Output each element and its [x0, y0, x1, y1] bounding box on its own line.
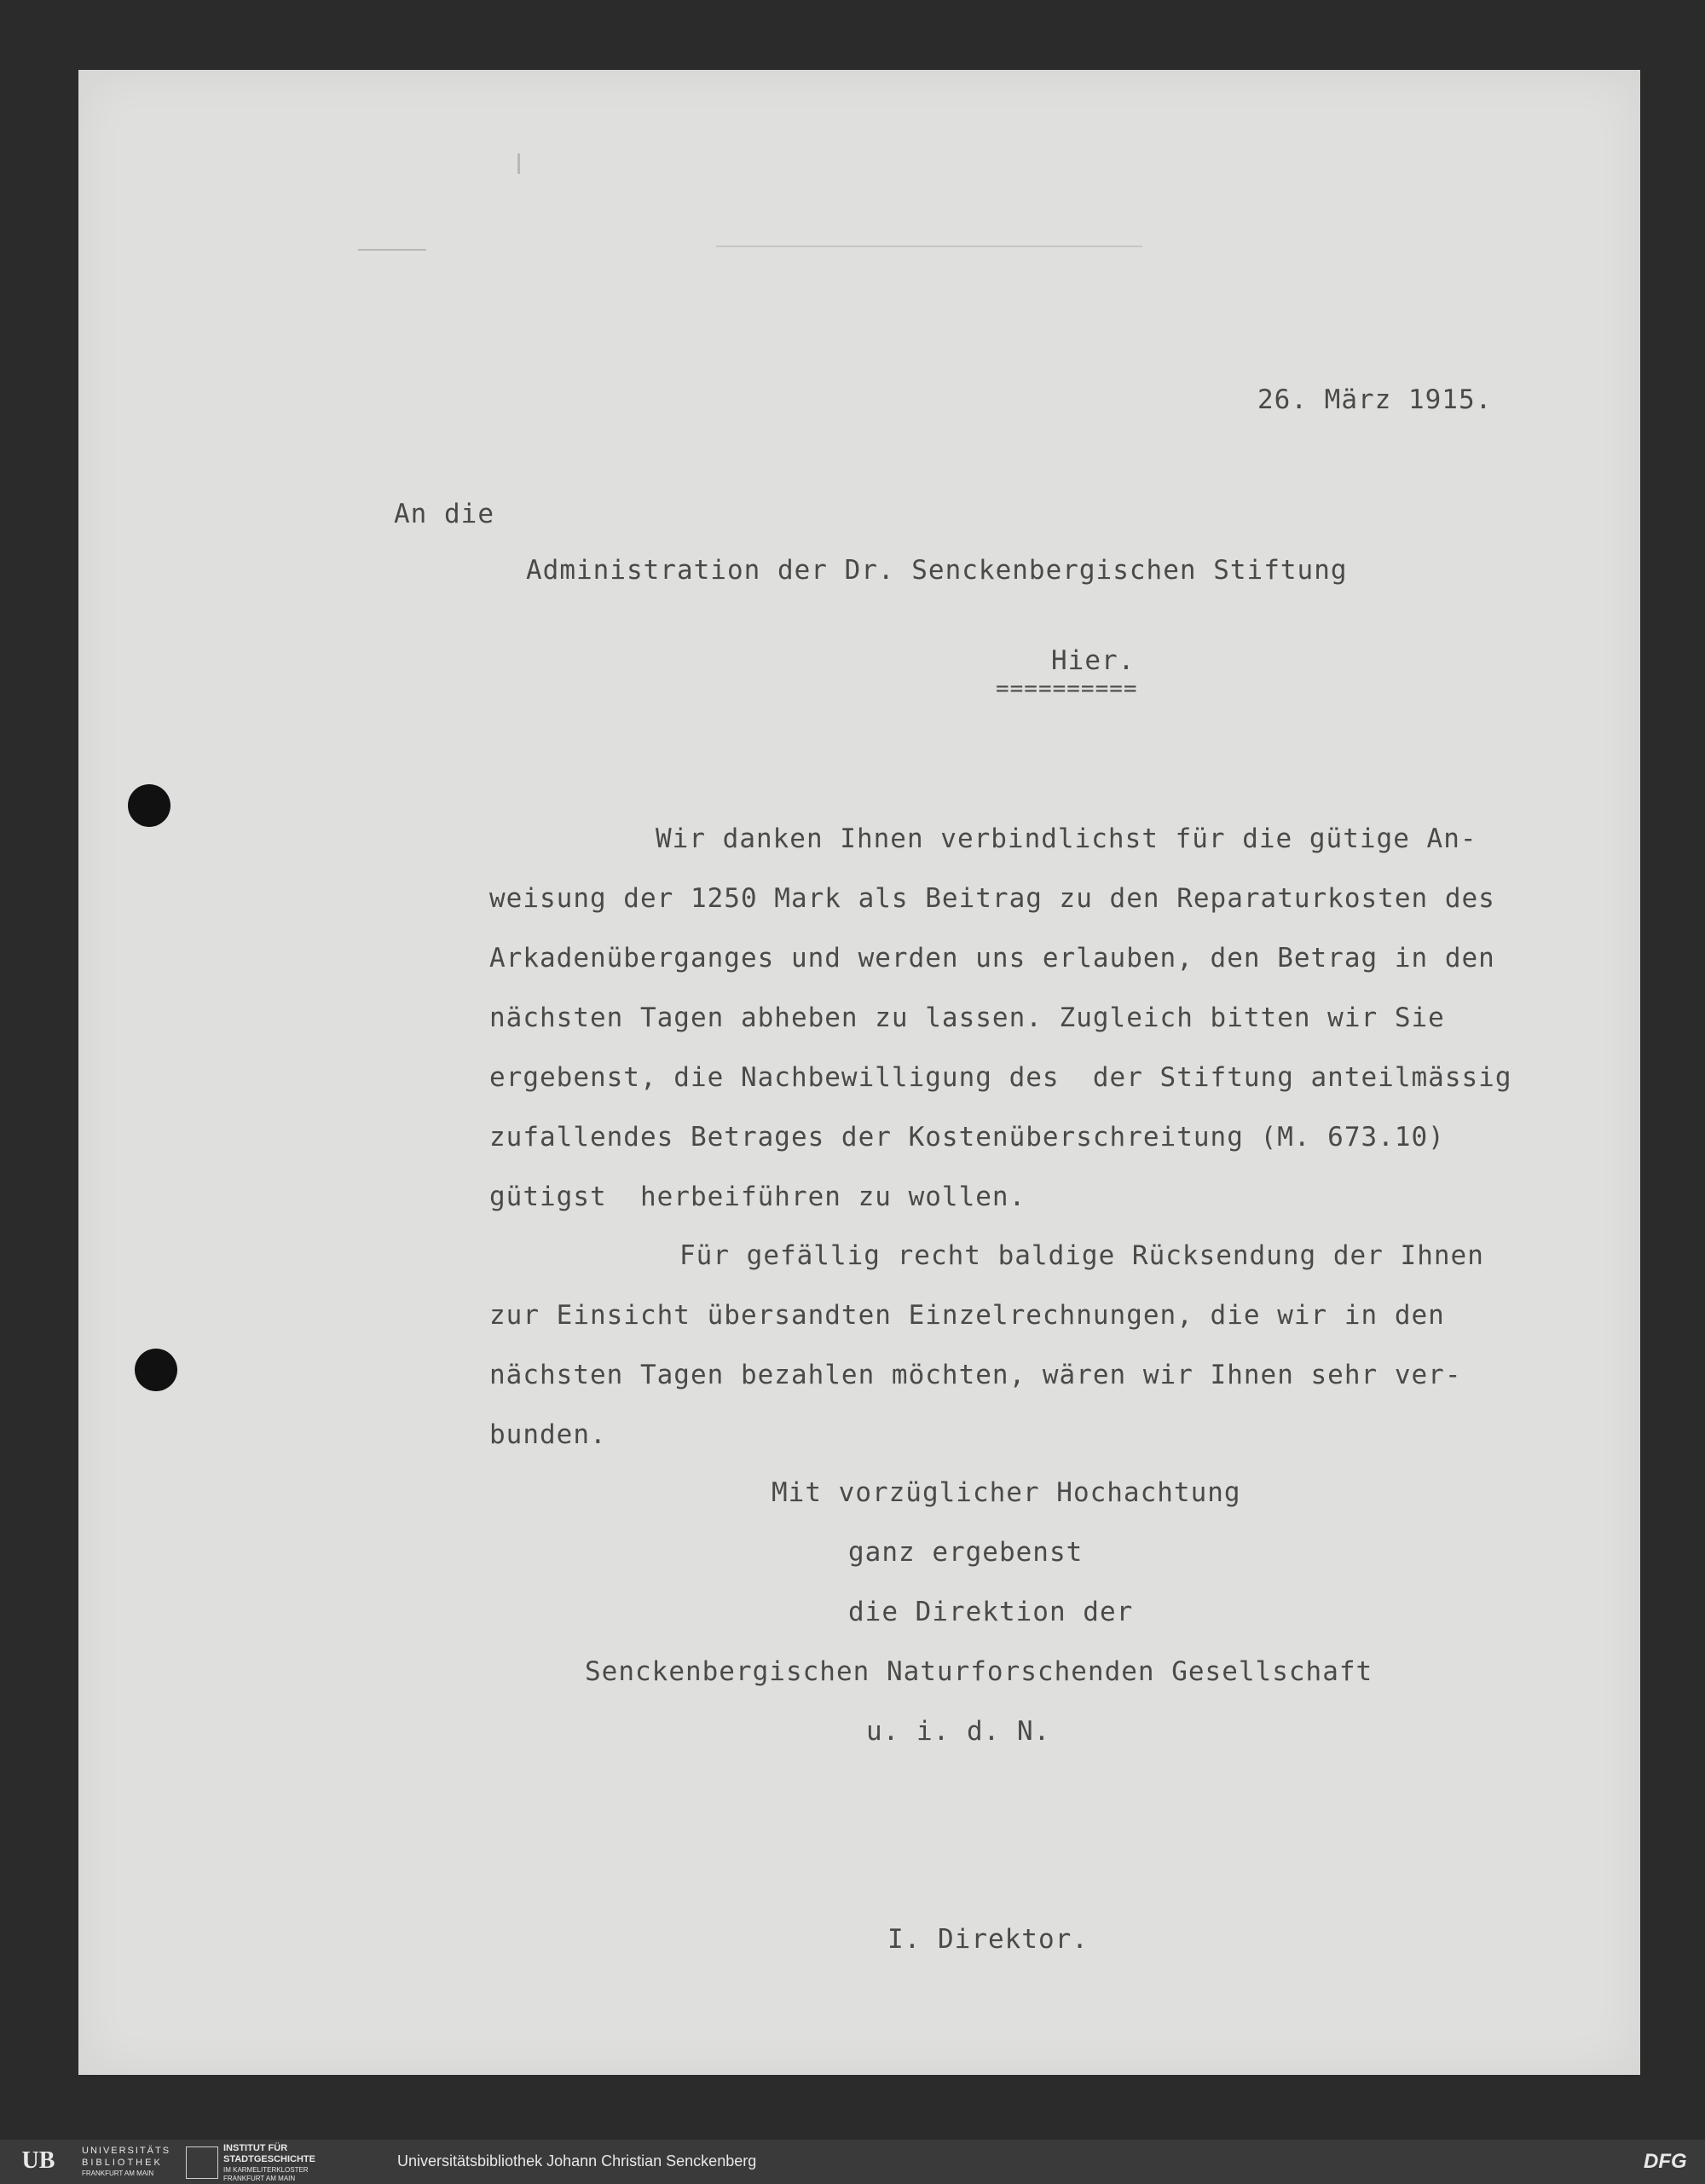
isg-emblem [186, 2146, 218, 2179]
address-line-2: Administration der Dr. Senckenbergischen Stiftung [526, 555, 1348, 586]
address-location-underline: ========== [996, 676, 1138, 702]
punch-hole [128, 784, 170, 827]
isg-line-3: IM KARMELITERKLOSTER [223, 2166, 309, 2174]
dfg-logo: DFG [1644, 2150, 1687, 2173]
body-line: weisung der 1250 Mark als Beitrag zu den Reparaturkosten des [489, 883, 1495, 914]
letter-date: 26. März 1915. [1257, 384, 1493, 415]
body-line: zur Einsicht übersandten Einzelrechnungen, die wir in den [489, 1300, 1445, 1331]
footer-bar [0, 2140, 1705, 2184]
body-line: ergebenst, die Nachbewilligung des der Stiftung anteilmässig [489, 1062, 1512, 1093]
body-line: nächsten Tagen bezahlen möchten, wären wir Ihnen sehr ver- [489, 1360, 1462, 1390]
address-line-1: An die [394, 499, 494, 529]
ub-line-3: FRANKFURT AM MAIN [82, 2170, 154, 2177]
body-line: zufallendes Betrages der Kostenüberschreitung (M. 673.10) [489, 1122, 1445, 1153]
body-line: Arkadenüberganges und werden uns erlauben, den Betrag in den [489, 943, 1495, 974]
body-line: Für gefällig recht baldige Rücksendung der Ihnen [679, 1240, 1484, 1271]
punch-hole [135, 1349, 177, 1391]
signature: I. Direktor. [887, 1924, 1089, 1955]
isg-line-2: STADTGESCHICHTE [223, 2154, 315, 2164]
body-line: bunden. [489, 1419, 607, 1450]
ub-line-2: BIBLIOTHEK [82, 2158, 163, 2168]
ub-logo: UB [21, 2147, 55, 2174]
isg-line-4: FRANKFURT AM MAIN [223, 2175, 296, 2182]
body-line: Wir danken Ihnen verbindlichst für die gütige An- [656, 823, 1477, 854]
closing-line: u. i. d. N. [866, 1716, 1051, 1747]
faint-mark [517, 153, 520, 174]
library-name: Universitätsbibliothek Johann Christian Senckenberg [397, 2152, 757, 2170]
faint-mark [716, 246, 1142, 247]
closing-line: Mit vorzüglicher Hochachtung [772, 1477, 1241, 1508]
closing-line: die Direktion der [848, 1597, 1134, 1627]
body-line: gütigst herbeiführen zu wollen. [489, 1182, 1026, 1212]
ub-line-1: UNIVERSITÄTS [82, 2146, 171, 2156]
address-location: Hier. [1051, 645, 1136, 676]
body-line: nächsten Tagen abheben zu lassen. Zugleich bitten wir Sie [489, 1002, 1445, 1033]
closing-line: Senckenbergischen Naturforschenden Gesellschaft [585, 1656, 1373, 1687]
isg-line-1: INSTITUT FÜR [223, 2143, 288, 2153]
faint-mark [358, 249, 426, 251]
closing-line: ganz ergebenst [848, 1537, 1084, 1568]
